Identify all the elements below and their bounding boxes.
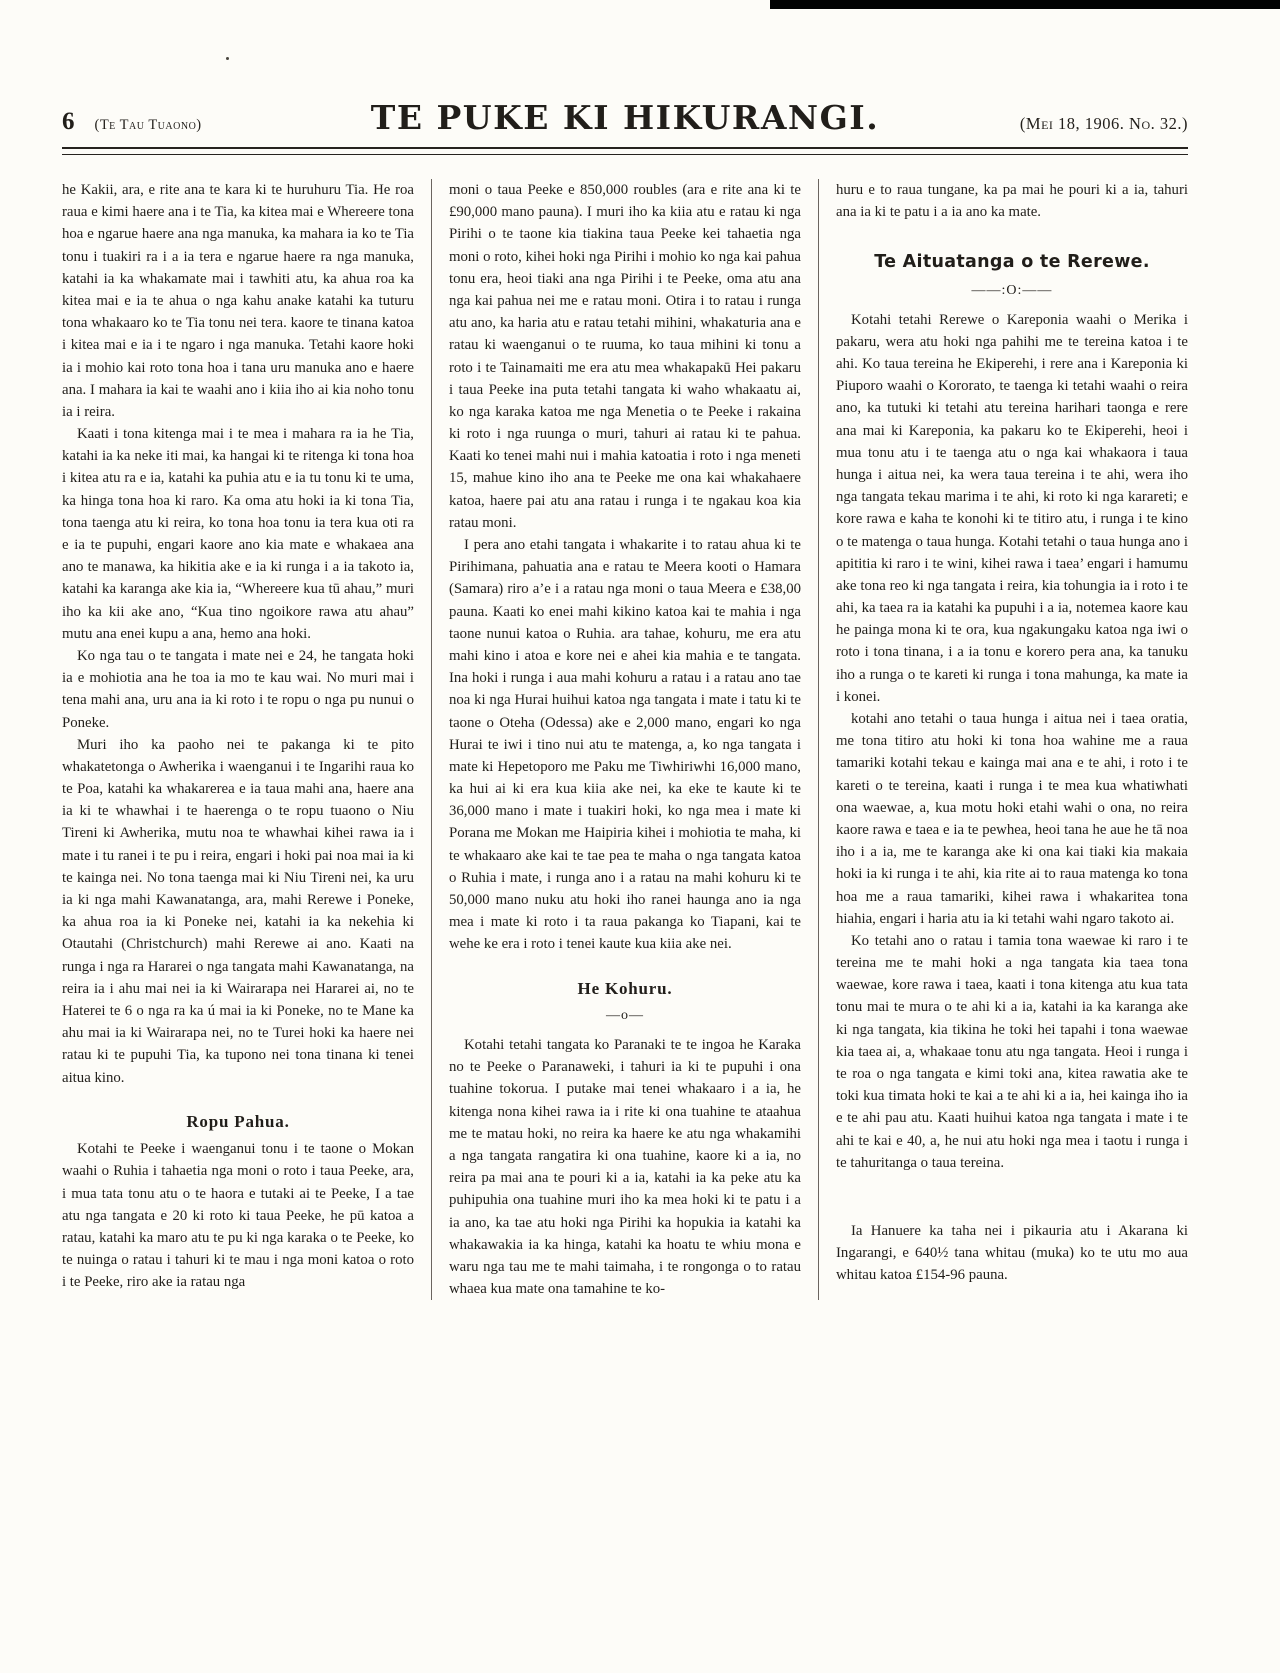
article-heading: Ropu Pahua. (186, 1111, 290, 1131)
article-heading: He Kohuru. (577, 978, 673, 998)
paragraph: huru e to raua tungane, ka pa mai he pouri ki a ia, tahuri ana ia ki te patu i a ia ano ka mate. (836, 182, 1188, 221)
article-columns (0, 155, 1280, 1340)
column-2 (449, 179, 801, 1300)
column-3 (836, 179, 1188, 1300)
heading-separator: —o— (606, 1008, 644, 1024)
paragraph: Kotahi te Peeke i waenganui tonu i te taone o Mokan waahi o Ruhia i tahaetia nga moni o roto i taua Peeke, ara, i mua tata tonu atu o te haora e tutaki ai te Peeke, I a tae atu nga tangata e 20 ki roto ki taua Peeke, he pū katoa a ratau, katahi ka maro atu te pu ki nga karaka o te Peeke, ko te nuinga o ratau i tahuri ki te mau i nga moni katoa o roto i te Peeke, riro ake ia ratau nga (62, 1141, 414, 1291)
heading-separator: ——:O:—— (971, 282, 1053, 298)
masthead (0, 0, 1280, 145)
paragraph: moni o taua Peeke e 850,000 roubles (ara e rite ana ki te £90,000 mano pauna). I muri iho ka kiia atu e ratau ki nga Pirihi o te taone kia tiakina taua Peeke kei tahaetia nga moni o roto, kihei hoki nga Pirihi i mohio ko nga kai pahua tonu era, heoi tiaki ana nga Pirihi i te Peeke, oma atu ana nga kai pahua nei me e ratau moni. Otira i to ratau i runga atu ano, ka haria atu e ratau tetahi mihini, whakaturia ana e ratau ki waenganui o te ruuma, ko taua mihini ki tonu a roto i te Tainamaiti me era atu mea whakapakū Hei pakaru i taua Peeke ina puta tetahi tangata ki waho whakaatu ai, ko nga karaka katoa me nga Menetia o te Peeke i rakaina ki roto i nga ruunga o muri, tahuri ai ratau ki te pahua. Kaati ko tenei mahi nui i mahia katoatia i roto i nga meneti 15, mahue kino iho ana te Peeke me ona kai whakahaere katoa, haere pai atu ana ratau i runga i te ngakau koa kia ratau moni. (449, 182, 801, 531)
paragraph: Kaati i tona kitenga mai i te mea i mahara ra ia he Tia, katahi ia ka neke iti mai, ka hangai ki te ritenga ki tona hoa i kitea atu ra e ia, katahi ka puhia atu e ia tu tonu ki te uma, ka hinga tona hoa ki raro. Ka oma atu hoki ia ki tona Tia, tona taenga atu ki reira, ko tona hoa tonu ia tera kua oti ra e ia te pupuhi, engari kaore ano kia mate e whakaea ana ano te manawa, ka hikitia ake e ia ki runga i a ia takoto ia, katahi ka karanga ake kia ia, “Whereere kua tū ahau,” muri iho ka kii ake ano, “Kua tino ngoikore rawa atu ahau” mutu ana enei kupu a ana, hemo ana hoki. (62, 426, 414, 642)
masthead-center (327, 98, 923, 137)
paragraph: Ko nga tau o te tangata i mate nei e 24, he tangata hoki ia e mohiotia ana he toa ia mo te kau wai. No muri mai i tena mahi ana, uru ana ia ki roto i te ropu o nga pu nunui o Poneke. (62, 647, 414, 731)
newspaper-title: TE PUKE KI HIKURANGI. (370, 98, 880, 137)
paragraph: he Kakii, ara, e rite ana te kara ki te huruhuru Tia. He roa raua e kimi haere ana i te Tia, ka kitea mai e Whereere tona hoa e ngarue haere ana nga manuka, ka mahara ia ko te Tia tonu i tuakiri ra i a ia tera e ngarue haere ra nga manuka, katahi ia ka whakamate mai i tawhiti atu, ka ahua roa ka kitea mai e ia te ahua o nga kahu anake katahi ka tuturu tona whakaaro ko te Tia tonu nei tera. kaore te tinana katoa i kitea mai e ia i te ngaro i nga manuka. Tetahi kaore hoki ia i mohio kai roto tona hoa i tana uru manuka ano e haere ana. I mahara ia kai te waahi ano i kiia iho ai kia noho tonu ia i reira. (62, 182, 414, 420)
column-rule (431, 179, 432, 1300)
column-1 (62, 179, 414, 1300)
column-rule (818, 179, 819, 1300)
volume-label: (Te Tau Tuaono) (94, 117, 202, 133)
scan-speck (226, 57, 229, 60)
paragraph: Kotahi tetahi Rerewe o Kareponia waahi o Merika i pakaru, wera atu hoki nga pahihi me te tereina katoa i te ahi. Ko taua tereina he Ekiperehi, i rere ana i Kareponia ki Piuporo waahi o Kororato, te taenga ki tetahi waahi o reira ano, ka tutuki ki tetahi atu tereina harihari taonga e rere ana mai ki Kareponia, ka pakaru ko te Ekiperehi, heoi i mua tonu atu i te taenga atu o nga kai whakaora i taua hunga i aitua nei, ka wera taua tereina i te ahi, wera iho nga tangata tekau marima i te ahi, ki roto ki nga karareti; e kore rawa e kaha te konohi ki te titiro atu, i runga i te kino o te matenga o taua hunga. Kotahi tetahi o taua hunga ano i apititia ki raro i te wini, kihei rawa i taea’ engari i hamumu ake tona reo ki nga tangata i reira, kia tohungia ia i roto i te ahi, ka taea ra ia katahi ka pupuhi i a ia, notemea kaore kau he painga mona ki te ora, kua ngakungaku katoa nga iwi o roto i tona tinana, i a ia tonu e korero pera ana, ka tanuku iho a runga o te kareti ki runga i tona mahunga, ka mate ia i konei. (836, 311, 1188, 705)
masthead-left (62, 108, 327, 136)
paragraph: Kotahi tetahi tangata ko Paranaki te te ingoa he Karaka no te Peeke o Paranaweki, i tahuri ia ki te pupuhi i ona tuahine tokorua. I putake mai tenei whakaaro i a ia, he kitenga nona kihei rawa ia i rite ki ona tuahine te ataahua me te matau hoki, no reira ka haere ke atu nga whakamihi a nga tangata rangatira ki ona tuahine, kaore ki a ia, no reira pa mai ana te pouri ki a ia, katahi ia ka peke atu ka puhipuhia ona tuahine muri iho ka mea hoki ki te patu i a ia ano, ka tae atu hoki nga Pirihi ka hopukia ia katahi ka whakawakia ia ka hinga, katahi ka hoatu te whiu mona e waru nga tau me te mahi taimaha, i te rongonga o to ratau whaea kua mate ona tamahine te ko- (449, 1037, 801, 1298)
paragraph: I pera ano etahi tangata i whakarite i to ratau ahua ki te Pirihimana, pahuatia ana e ratau te Meera kooti o Hamara (Samara) riro a’e i a ratau nga moni o taua Meera e £38,00 pauna. Kaati ko enei mahi kikino katoa kai te mahia i nga taone nunui katoa o Ruhia. ara tahae, kohuru, me era atu mahi kino i atoa e kore nei e ahei kia mahia e te tangata. Ina hoki i runga i aua mahi kohuru a ratau i a ratau ano tae noa ki nga Hurai huihui katoa nga tangata i mate i tatu ki te taone o Oteha (Odessa) ake e 2,000 mano, engari ko nga Hurai te iwi i tino nui atu te matenga, a, ko nga tangata i mate ki Hepetoporo me Paku me Tiwhiriwhi 16,000 mano, ka hui ai ki era kua kiia ake nei, ka eke te kaute ki te 36,000 mano i mate i tuakiri hoki, ko nga mea i mate ki Porana me Mokan me Haipiria kihei i mohiotia te maha, ki te whakaaro ake kai te tae pea te maha o nga tangata katoa o Ruhia i mate, i runga ano i a ratau na mahi kohuru ki te 50,000 mano nuku atu hoki iho ranei haunga ano ia nga mea i mate ki roto i ta raua pakanga ko Tiapani, kai te wehe ke era i roto i tenei kaute kua kiia ake nei. (449, 537, 801, 953)
paragraph: Ia Hanuere ka taha nei i pikauria atu i Akarana ki Ingarangi, e 640½ tana whitau (muka) ko te utu mo aua whitau katoa £154-96 pauna. (836, 1222, 1188, 1284)
paragraph: Ko tetahi ano o ratau i tamia tona waewae ki raro i te tereina me te mahi hoki a nga tangata kia taea tona waewae, kore rawa i taea, kaati i tona kitenga atu kua tata tonu mai te mura o te ahi ki a ia, katahi ia ka karanga ake ki nga tangata, kia tikina he toki hei tapahi i tona waewae kia taea ai, a, whakaae tonu atu nga tangata. Heoi i runga i te roa o nga tangata e kimi toki ana, kitea rawatia ake te toki kua timata hoki te kai a te ahi ki a ia, hei kainga iho ia e te ahi pau atu. Kaati huihui katoa nga tangata i mate i te ahi te kai e 40, a, he nui atu hoki nga mea i taotu i runga i te tahuritanga o taua tereina. (836, 932, 1188, 1171)
paragraph: kotahi ano tetahi o taua hunga i aitua nei i taea oratia, me tona titiro atu hoki ki tona hoa wahine me a raua tamariki kotahi tekau e kainga mai ana e te ahi, i roto i te kareti o te tereina, kaati i runga i te mea kua whatiwhati ona waewae, a, kua motu hoki etahi wahi o ona, no reira kaore rawa e taea e ia te pewhea, heoi tana he aue he tā noa iho i a ia, me te karanga ake ki ona kai tiaki kia makaia hoki ia ki runga i te ahi, kia rite ai to raua matenga ko tona hoa me a raua tamariki, kihei rawa i whakaritea tona hiahia, engari i haria atu ia ki tetahi wahi ngaro takoto ai. (836, 711, 1188, 927)
page-number: 6 (62, 108, 75, 135)
issue-label: (Mei 18, 1906. No. 32.) (1019, 114, 1188, 133)
article-heading: Te Aituatanga o te Rerewe. (874, 252, 1150, 273)
header-rule (62, 147, 1188, 155)
scan-artifact-bar (770, 0, 1280, 9)
paragraph: Muri iho ka paoho nei te pakanga ki te pito whakatetonga o Awherika i waenganui i te Ingarihi raua ko te Poa, katahi ka whakarerea e ia taua mahi ana, haere ana ia ki te whawhai i te haerenga o te ropu tuaono o Niu Tireni ki Awherika, mutu noa te whawhai kihei rawa ia i mate i tu ranei i te pu i reira, engari i hoki pai noa mai ia ki te kainga nei. No tona taenga mai ki Niu Tireni nei, ka uru ia ki nga mahi Kawanatanga, ara, mahi Rerewe i Poneke, ka ahua roa ia ki Poneke nei, katahi ia ka nekehia ki Otautahi (Christchurch) mahi Rerewe ai ano. Kaati na runga i nga ra Hararei o nga tangata mahi Kawanatanga, na reira ia i ahu mai nei ia ki Wairarapa nei Hararei ai, no te Haterei te 6 o nga ra ka ú mai ia ki Poneke, no te Mane ka ahu mai ia ki Wairarapa nei, no te Turei hoki ka haere nei ratau ki te pupuhi Tia, ka tupono nei tona tinana ki tenei aitua kino. (62, 736, 414, 1086)
